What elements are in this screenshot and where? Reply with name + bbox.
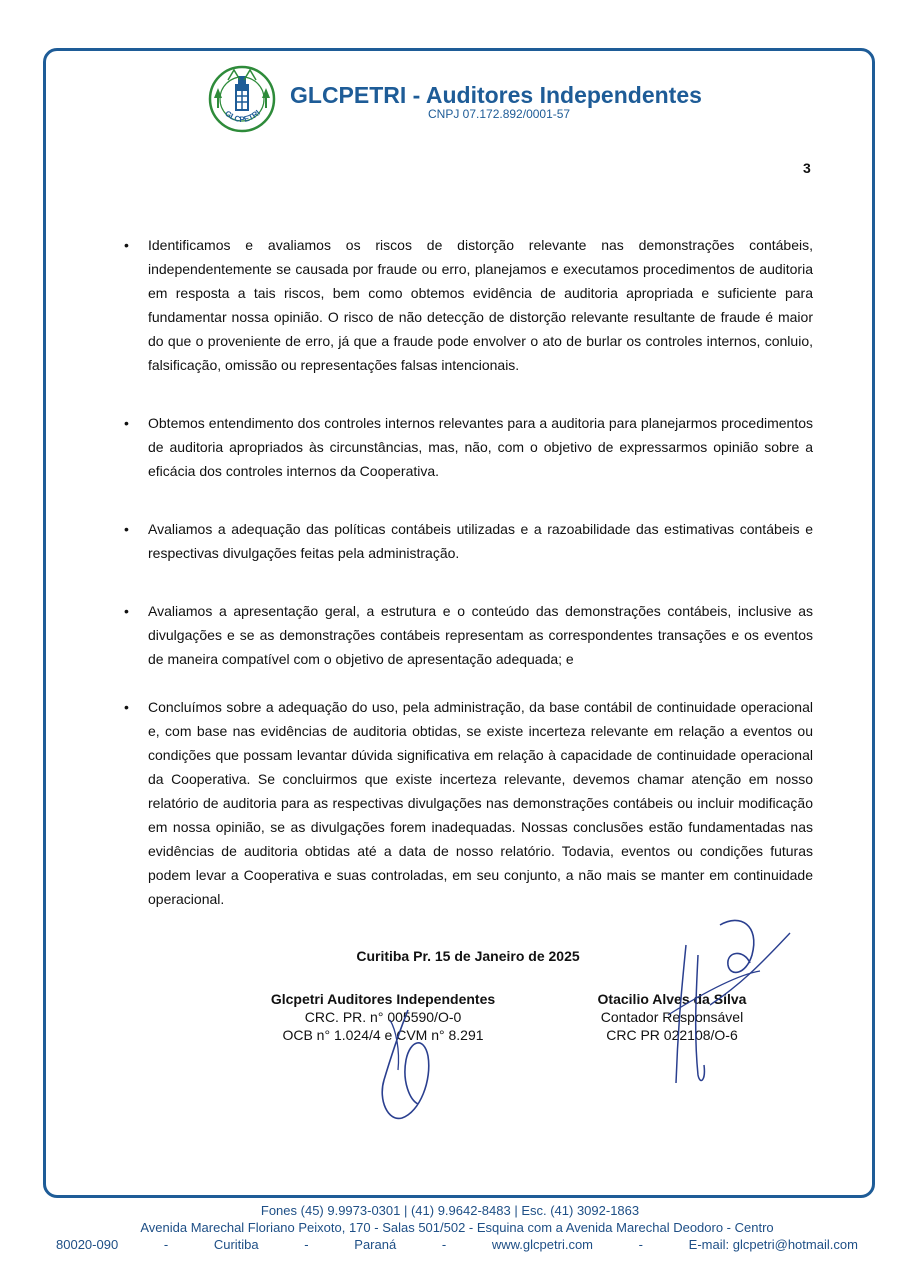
company-name: GLCPETRI - Auditores Independentes [290,82,702,108]
list-item: • Avaliamos a apresentação geral, a estrutura e o conteúdo das demonstrações contábeis, inclusive as divulgações e se as demonstrações contábeis representam as correspondentes transações e os eventos de maneira compatível com o objetivo de apresentação adequada; e [120,599,813,671]
list-item: • Obtemos entendimento dos controles internos relevantes para a auditoria para planejarmos procedimentos de auditoria apropriados às circunstâncias, mas, não, com o objetivo de expressarmos opinião sobre a eficácia dos controles internos da Cooperativa. [120,411,813,483]
list-item: • Identificamos e avaliamos os riscos de distorção relevante nas demonstrações contábeis, independentemente se causada por fraude ou erro, planejamos e executamos procedimentos de auditoria em resposta a tais riscos, bem como obtemos evidência de auditoria apropriada e suficiente para fundamentar nossa opinião. O risco de não detecção de distorção relevante resultante de fraude é maior do que o proveniente de erro, já que a fraude pode envolver o ato de burlar os controles internos, conluio, falsificação, omissão ou representações falsas intencionais. [120,233,813,377]
accountant-name: Otacilio Alves da Silva [597,991,747,1007]
footer-cep: 80020-090 [56,1237,119,1252]
firm-name: Glcpetri Auditores Independentes [270,991,496,1007]
footer-city: Curitiba [213,1237,259,1252]
firm-ocb-cvm: OCB n° 1.024/4 e CVM n° 8.291 [282,1027,484,1043]
accountant-role: Contador Responsável [600,1009,744,1025]
footer-separator: - [163,1237,169,1252]
signatory-firm [248,990,518,1044]
footer-phones: Fones (45) 9.9973-0301 | (41) 9.9642-8483 | Esc. (41) 3092-1863 [260,1203,640,1218]
footer-email-link[interactable]: E-mail: glcpetri@hotmail.com [688,1237,858,1252]
audit-procedures-list [120,233,813,911]
date-line: Curitiba Pr. 15 de Janeiro de 2025 [356,948,580,964]
list-item: • Concluímos sobre a adequação do uso, pela administração, da base contábil de continuidade operacional e, com base nas evidências de auditoria obtidas, se existe incerteza relevante em relação a eventos ou condições que possam levantar dúvida significativa em relação à capacidade de continuidade operacional da Cooperativa. Se concluirmos que existe incerteza relevante, devemos chamar atenção em nosso relatório de auditoria para as respectivas divulgações nas demonstrações contábeis ou incluir modificação em nossa opinião, se as divulgações forem inadequadas. Nossas conclusões estão fundamentadas nas evidências de auditoria obtidas até a data de nosso relatório. Todavia, eventos ou condições futuras podem levar a Cooperativa e suas controladas, em seu conjunto, a não mais se manter em continuidade operacional. [120,695,813,911]
footer-separator: - [441,1237,447,1252]
list-item: • Avaliamos a adequação das políticas contábeis utilizadas e a razoabilidade das estimativas contábeis e respectivas divulgações feitas pela administração. [120,517,813,565]
firm-crc: CRC. PR. n° 005590/O-0 [304,1009,462,1025]
svg-text:GLCPETRI: GLCPETRI [223,108,262,125]
footer-website-link[interactable]: www.glcpetri.com [491,1237,593,1252]
signatory-accountant [572,990,772,1044]
letterhead [206,64,746,134]
page-number: 3 [803,160,811,176]
company-logo [206,64,278,134]
footer-address: Avenida Marechal Floriano Peixoto, 170 - Salas 501/502 - Esquina com a Avenida Marechal Deodoro - Centro [140,1220,774,1235]
footer-separator: - [638,1237,643,1252]
accountant-crc: CRC PR 022108/O-6 [606,1027,738,1043]
footer-separator: - [304,1237,309,1252]
footer-state: Paraná [354,1237,397,1252]
footer-contact-row [56,1237,858,1252]
company-cnpj: CNPJ 07.172.892/0001-57 [428,107,571,121]
